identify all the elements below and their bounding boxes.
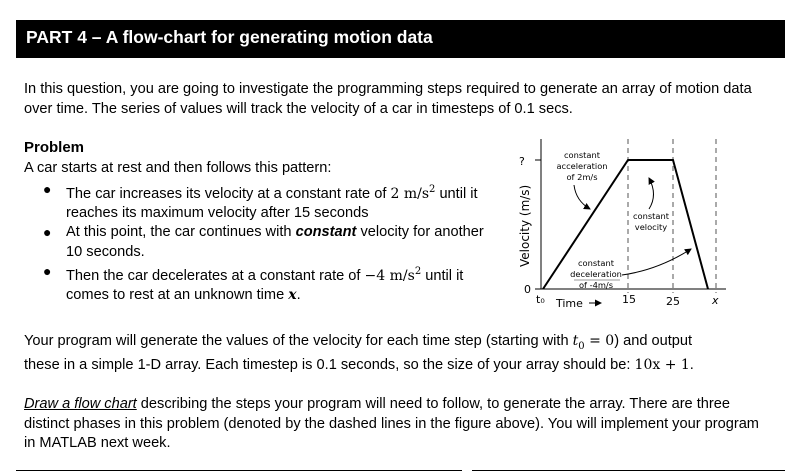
x-tick-label-15: 15 [622, 293, 636, 306]
annotation-constant-arrow [649, 178, 654, 209]
program-paragraph [24, 332, 764, 376]
annotation-constant-velocity [633, 211, 670, 232]
x-tick-label-t0: t₀ [536, 293, 545, 306]
x-axis-label: Time [556, 297, 583, 310]
svg-text:constant: constant [563, 150, 601, 160]
pattern-list [24, 180, 494, 306]
annotation-deceleration-arrow [622, 249, 691, 275]
velocity-chart-svg [508, 133, 743, 318]
svg-text:of -4m/s: of -4m/s [578, 280, 614, 290]
math-decel: −4 m/s [364, 267, 415, 284]
annotation-acceleration-arrow [574, 185, 590, 209]
list-item: ● Then the car decelerates at a constant rate of −4 $m/s^2$ until it comes to rest at an unknown time x. [43, 263, 464, 304]
math-rate: 2 m/s [390, 185, 430, 202]
intro-paragraph: In this question, you are going to investigate the programming steps required to generate an array of motion data over time. The series of values will track the velocity of a car in timesteps of 0.1 secs. [24, 81, 752, 117]
annotation-acceleration [556, 150, 607, 182]
svg-text:constant: constant [632, 211, 670, 221]
math-array-size: 10x + 1 [634, 357, 690, 374]
bullet-icon: ● [43, 263, 52, 280]
task-emphasis: Draw a flow chart [24, 396, 137, 412]
bullet-icon: ● [43, 181, 52, 197]
x-tick-label-25: 25 [666, 295, 680, 308]
bottom-rule-left [16, 470, 462, 471]
velocity-chart [508, 133, 743, 318]
y-tick-label-top: ? [519, 155, 525, 168]
list-item: ● At this point, the car continues with constant velocity for another 10 seconds. [43, 224, 484, 260]
math-var-x: x [288, 287, 297, 304]
bullet-icon: ● [43, 224, 52, 241]
svg-text:constant: constant [577, 258, 615, 268]
y-axis-label: Velocity (m/s) [518, 184, 532, 267]
problem-lead: A car starts at rest and then follows this pattern: [24, 160, 332, 176]
bottom-rule-right [472, 470, 785, 471]
svg-text:deceleration: deceleration [570, 269, 622, 279]
y-tick-label-zero: 0 [524, 283, 531, 296]
task-paragraph: Draw a flow chart describing the steps your program will need to follow, to generate the array. There are three distinct phases in this problem (denoted by the dashed lines in the figure above). You will implement your program in MATLAB next week. [24, 396, 759, 451]
annotation-deceleration [570, 258, 622, 290]
program-line-2: these in a simple 1-D array. Each timestep is 0.1 seconds, so the size of your array should be: 10x + 1. [24, 357, 694, 374]
svg-text:acceleration: acceleration [556, 161, 608, 171]
emphasis-constant: constant [295, 224, 357, 241]
section-title: PART 4 – A flow-chart for generating motion data [26, 27, 433, 47]
x-tick-label-end: x [712, 294, 719, 307]
program-line-1: Your program will generate the values of the velocity for each time step (starting with $t_0 = 0$) and output [24, 333, 693, 352]
math-t0: t [572, 333, 579, 349]
svg-text:velocity: velocity [634, 222, 668, 232]
problem-heading: Problem [24, 139, 85, 156]
section-header [16, 20, 785, 58]
svg-text:of 2m/s: of 2m/s [566, 172, 598, 182]
list-item: ● The car increases its velocity at a constant rate of 2 $m/s^2$ until it reaches its maximum velocity after 15 seconds [43, 181, 478, 222]
